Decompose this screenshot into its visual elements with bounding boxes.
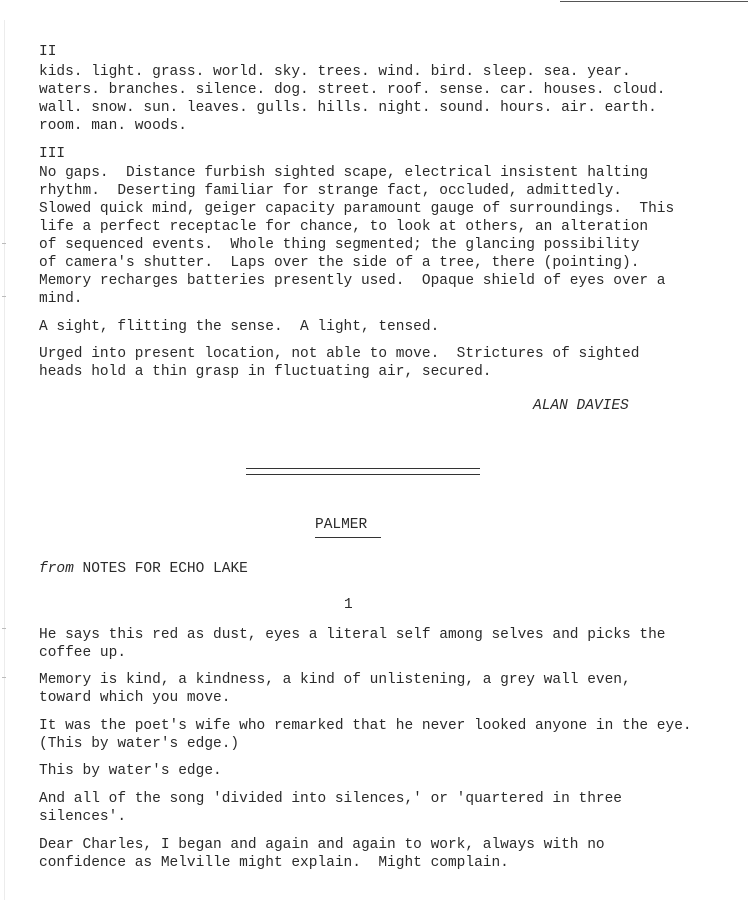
poem-line: wall. snow. sun. leaves. gulls. hills. night. sound. hours. air. earth. [39,100,657,116]
author-signature: ALAN DAVIES [533,398,629,414]
poem-line: room. man. woods. [39,118,187,134]
poem-line: of camera's shutter. Laps over the side of a tree, there (pointing). [39,255,640,271]
poem-line: heads hold a thin grasp in fluctuating air, secured. [39,364,492,380]
margin-mark [2,243,6,244]
poem-line: A sight, flitting the sense. A light, tensed. [39,319,440,335]
paragraph-line: And all of the song 'divided into silences,' or 'quartered in three [39,791,622,807]
poem-line: No gaps. Distance furbish sighted scape, electrical insistent halting [39,165,649,181]
poem-line: of sequenced events. Whole thing segmented; the glancing possibility [39,237,640,253]
poem-line: waters. branches. silence. dog. street. roof. sense. car. houses. cloud. [39,82,666,98]
page-left-edge [4,20,5,900]
margin-mark [2,677,6,678]
section-divider-rule [246,468,480,469]
section-divider-rule [246,474,480,475]
section-two-label: II [39,44,57,60]
subtitle-prefix: from [39,561,74,577]
paragraph-line: confidence as Melville might explain. Might complain. [39,855,509,871]
paragraph-line: toward which you move. [39,690,231,706]
poem-line: life a perfect receptacle for chance, to look at others, an alteration [39,219,649,235]
paragraph-line: It was the poet's wife who remarked that he never looked anyone in the eye. [39,718,692,734]
paragraph-line: silences'. [39,809,127,825]
section-number: 1 [344,597,353,613]
paragraph-line: coffee up. [39,645,127,661]
margin-mark [2,628,6,629]
poem-subtitle [39,561,248,577]
paragraph-line: Dear Charles, I began and again and again to work, always with no [39,837,605,853]
top-edge-rule [560,1,748,2]
margin-mark [2,296,6,297]
author-heading: PALMER [315,517,368,533]
poem-line: Memory recharges batteries presently used. Opaque shield of eyes over a [39,273,666,289]
paragraph-line: Memory is kind, a kindness, a kind of unlistening, a grey wall even, [39,672,631,688]
author-heading-underline [315,537,381,538]
poem-line: rhythm. Deserting familiar for strange fact, occluded, admittedly. [39,183,622,199]
poem-line: kids. light. grass. world. sky. trees. wind. bird. sleep. sea. year. [39,64,631,80]
paragraph-line: He says this red as dust, eyes a literal self among selves and picks the [39,627,666,643]
paragraph-line: (This by water's edge.) [39,736,240,752]
poem-line: Slowed quick mind, geiger capacity paramount gauge of surroundings. This [39,201,675,217]
poem-line: mind. [39,291,83,307]
poem-line: Urged into present location, not able to move. Strictures of sighted [39,346,640,362]
subtitle-title: NOTES FOR ECHO LAKE [73,561,248,577]
section-three-label: III [39,146,66,162]
paragraph-line: This by water's edge. [39,763,222,779]
